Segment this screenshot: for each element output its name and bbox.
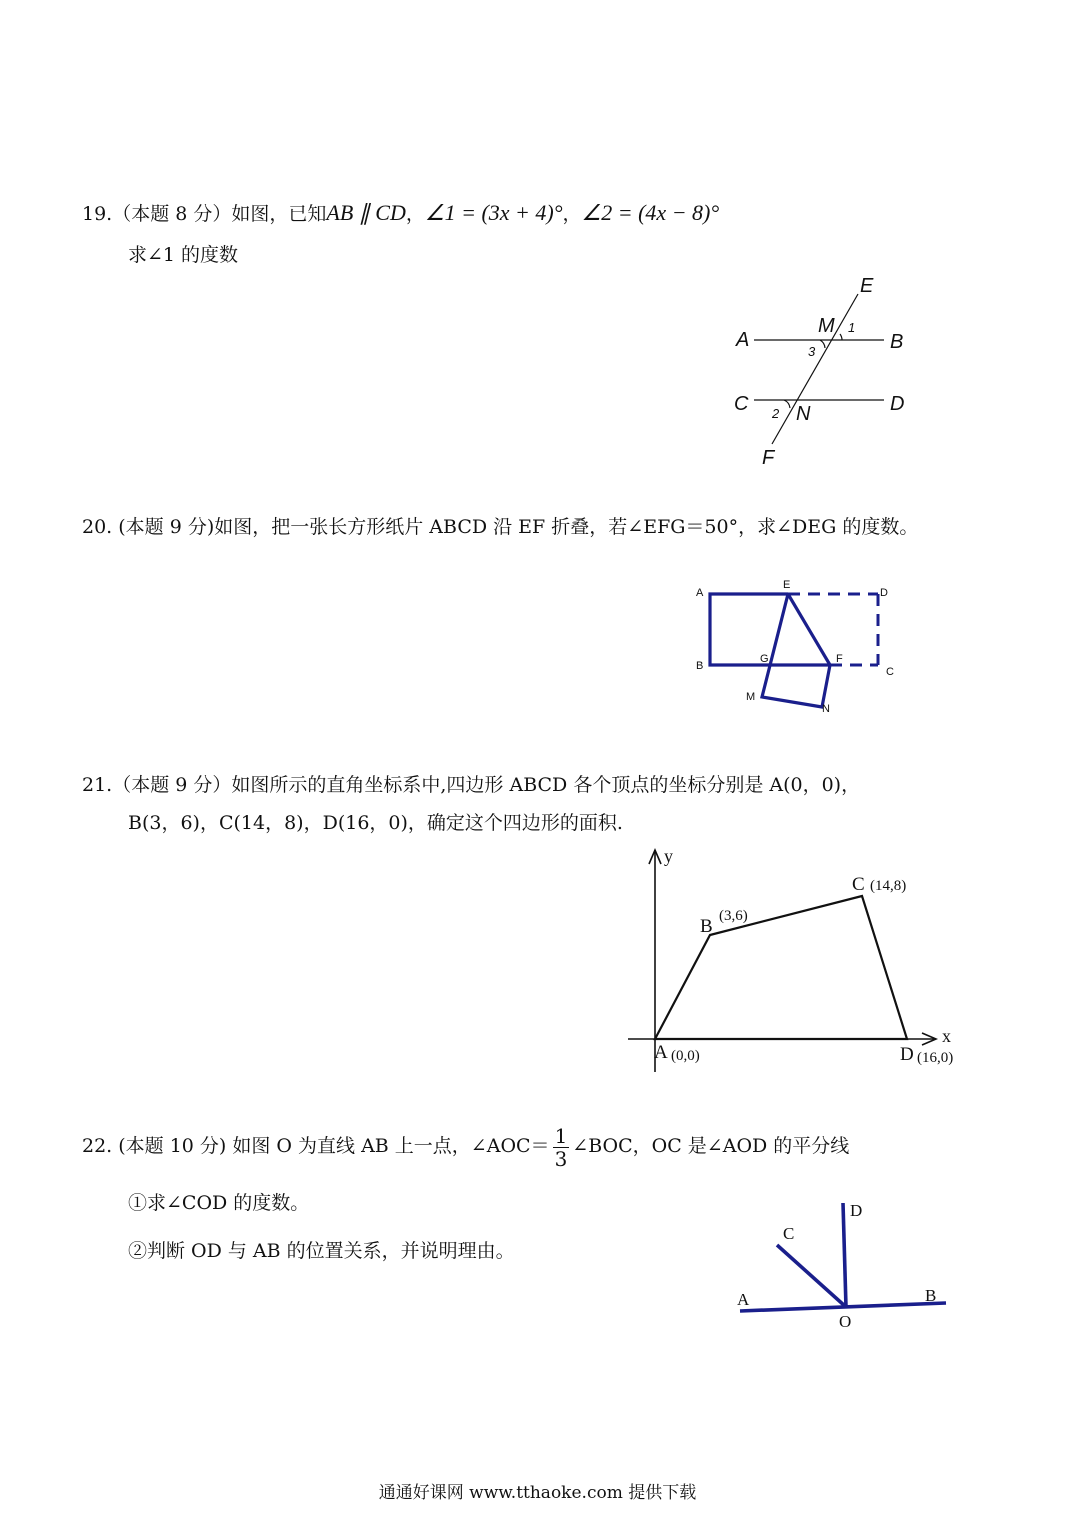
label-o: O [839,1312,852,1331]
angle-3-arc [820,340,825,348]
q19-number: 19. [82,203,113,225]
label-angle-1: 1 [848,320,856,335]
q19-sep-2: ， [562,203,582,225]
line-ef [772,294,858,444]
label-y: y [664,846,673,866]
q20-number: 20. [82,516,113,538]
label-angle-3: 3 [808,344,816,359]
label-g: G [760,653,769,665]
ray-od [843,1203,846,1307]
label-n: N [822,703,830,715]
label-b: B [700,916,713,937]
q19-text: 如图，已知 [231,203,327,225]
q20-text: (本题 9 分)如图，把一张长方形纸片 ABCD 沿 EF 折叠，若∠EFG＝50°，求∠DEG 的度数。 [118,516,919,538]
q20-line1 [82,514,918,540]
fraction-denominator: 3 [554,1146,568,1171]
q21-line2: B(3，6)，C(14，8)，D(16，0)，确定这个四边形的面积. [128,812,623,834]
label-a: A [654,1042,668,1063]
label-a: A [696,587,704,599]
label-d: D [890,393,905,415]
angle-1-arc [840,334,842,340]
rect-solid [710,594,830,665]
q21-line1 [82,772,860,798]
label-b: B [890,331,904,353]
q22-fraction [553,1125,570,1170]
q22-number: 22. [82,1135,113,1157]
fraction-numerator: 1 [554,1123,568,1148]
q22-sub1: ①求∠COD 的度数。 [128,1192,310,1214]
label-c: C [734,393,749,415]
label-c: C [852,874,865,895]
q22-figure [728,1195,958,1345]
q19-angle1: ∠1 = (3x + 4)° [424,200,563,225]
label-a-coord: (0,0) [671,1048,700,1064]
q19-marks: （本题 8 分） [112,203,232,225]
label-n: N [796,403,811,425]
q20-figure [688,578,918,728]
angle-2-arc [784,400,790,408]
label-x: x [942,1026,951,1046]
q22-text-a: (本题 10 分) 如图 O 为直线 AB 上一点，∠AOC＝ [118,1135,550,1157]
q22-text-b: ∠BOC，OC 是∠AOD 的平分线 [572,1135,850,1157]
label-m: M [746,691,756,703]
label-b-coord: (3,6) [719,908,748,924]
label-a: A [737,1290,750,1309]
page-footer: 通通好课网 www.tthaoke.com 提供下载 [378,1483,697,1503]
quadrilateral-abcd [655,896,907,1039]
label-b: B [696,660,704,672]
label-angle-2: 2 [772,406,780,421]
label-c: C [886,666,894,678]
label-f: F [836,653,843,665]
q22-sub2: ②判断 OD 与 AB 的位置关系，并说明理由。 [128,1240,515,1262]
label-a: A [736,329,750,351]
label-m: M [818,315,835,337]
q19-line1 [82,200,719,227]
label-d: D [880,587,888,599]
q19-sep-1: ， [405,203,425,225]
label-e: E [783,579,791,591]
label-d-coord: (16,0) [917,1050,954,1066]
q21-text-1: （本题 9 分）如图所示的直角坐标系中,四边形 ABCD 各个顶点的坐标分别是 A(0，0)， [112,774,861,796]
q21-number: 21. [82,774,113,796]
label-c-coord: (14,8) [870,878,907,894]
label-c: C [783,1224,795,1243]
q19-angle2: ∠2 = (4x − 8)° [581,200,720,225]
q21-figure [620,840,970,1080]
label-d: D [850,1201,863,1220]
ray-oc [777,1245,846,1307]
label-e: E [860,275,874,297]
label-b: B [925,1286,937,1305]
q19-parallel: AB ∥ CD [326,200,406,225]
fold-ef [788,594,830,665]
q22-line1 [82,1118,849,1174]
label-d: D [900,1044,914,1065]
label-f: F [762,447,775,469]
q19-figure [728,272,928,472]
q19-line2: 求∠1 的度数 [128,244,239,266]
